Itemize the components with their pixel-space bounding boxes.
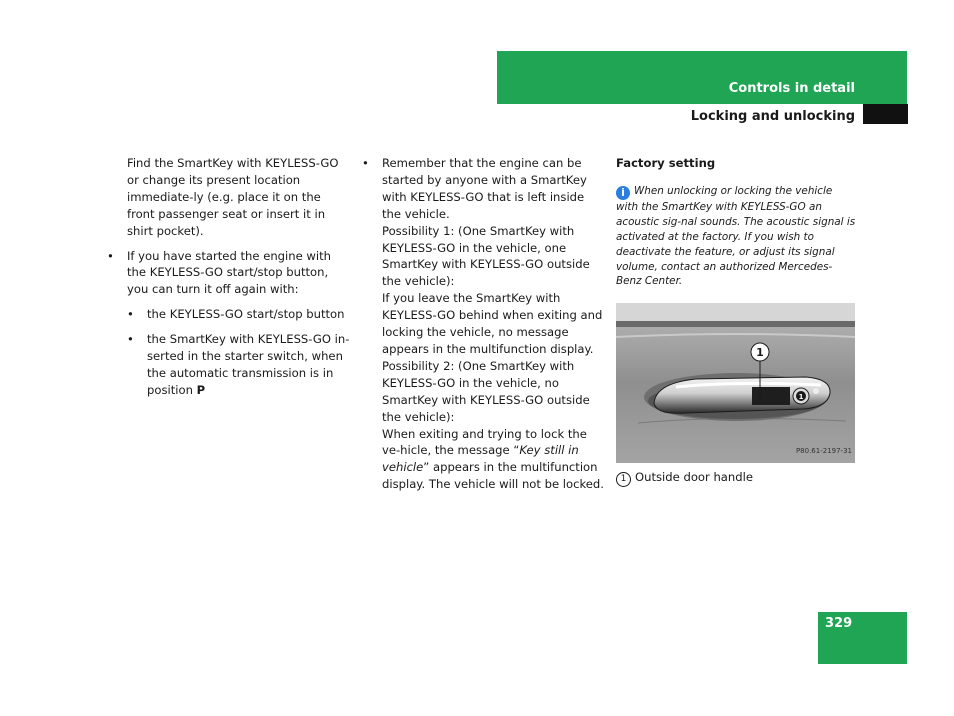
possibility-2-result-pre: When exiting and trying to lock the ve-hicle, the message “ bbox=[382, 426, 587, 458]
bullet-text: the KEYLESS-GO start/stop button bbox=[147, 307, 345, 322]
caption-number-icon: 1 bbox=[616, 472, 631, 487]
list-item bbox=[362, 155, 604, 493]
bullet-icon: • bbox=[127, 307, 134, 322]
subsection-title: Locking and unlocking bbox=[690, 109, 855, 124]
intro-paragraph: Find the SmartKey with KEYLESS-GO or change its present location immediate-ly (e.g. place it on the front passenger seat or insert it in shirt pocket). bbox=[127, 156, 339, 238]
figure-caption bbox=[616, 469, 856, 487]
bullet-icon: • bbox=[107, 248, 114, 263]
door-handle-illustration bbox=[616, 303, 855, 463]
figure-callout-number: 1 bbox=[756, 346, 764, 360]
factory-setting-heading: Factory setting bbox=[616, 156, 716, 170]
bullet-icon: • bbox=[362, 156, 369, 170]
possibility-2: Possibility 2: (One SmartKey with KEYLESS-GO in the vehicle, no SmartKey with KEYLESS-GO outside the vehicle): bbox=[382, 358, 590, 424]
possibility-1-result: If you leave the SmartKey with KEYLESS-GO behind when exiting and locking the vehicle, no message appears in the multifunction display. bbox=[382, 291, 603, 356]
bullet-text bbox=[382, 155, 604, 493]
display-message: Key still in vehicle bbox=[382, 443, 579, 475]
column-right bbox=[616, 155, 856, 487]
possibility-1: Possibility 1: (One SmartKey with KEYLESS-GO in the vehicle, one SmartKey with KEYLESS-GO outside the vehicle): bbox=[382, 223, 590, 289]
possibility-2-result bbox=[382, 426, 604, 494]
bullet-icon: • bbox=[127, 332, 134, 347]
list-item bbox=[107, 248, 351, 299]
sub-bullet-list bbox=[107, 306, 351, 399]
column-left bbox=[107, 155, 351, 407]
page-number: 329 bbox=[825, 616, 853, 631]
bullet-text-main: the SmartKey with KEYLESS-GO in-serted in the starter switch, when the automatic transmission is in position bbox=[147, 332, 350, 397]
door-handle-figure bbox=[616, 303, 855, 463]
info-note bbox=[616, 184, 856, 289]
caption-text: Outside door handle bbox=[635, 470, 753, 485]
possibility-2-result-post: ” appears in the multifunction display. The vehicle will not be locked. bbox=[382, 460, 604, 492]
column-middle bbox=[362, 155, 604, 501]
lock-callout-number: 1 bbox=[798, 393, 804, 402]
list-item bbox=[127, 306, 351, 323]
list-item bbox=[127, 331, 351, 399]
figure-code: P80.61-2197-31 bbox=[795, 447, 852, 456]
bullet-text bbox=[147, 331, 351, 399]
section-title: Controls in detail bbox=[728, 81, 855, 96]
gear-position: P bbox=[196, 382, 206, 397]
info-note-text: When unlocking or locking the vehicle with the SmartKey with KEYLESS-GO an acoustic sig-nal sounds. The acoustic signal is activated at the factory. If you wish to deactivate the feature, or adjust its signal volume, contact an authorized Mercedes-Benz Center. bbox=[616, 184, 856, 288]
bullet-lead: Remember that the engine can be started by anyone with a SmartKey with KEYLESS-GO that is left inside the vehicle. bbox=[382, 156, 587, 221]
bullet-text: If you have started the engine with the KEYLESS-GO start/stop button, you can turn it off again with: bbox=[127, 248, 332, 297]
section-tab-marker bbox=[863, 104, 908, 124]
section-header-box bbox=[497, 51, 907, 104]
page-number-box bbox=[818, 612, 907, 664]
info-icon: i bbox=[616, 186, 630, 200]
